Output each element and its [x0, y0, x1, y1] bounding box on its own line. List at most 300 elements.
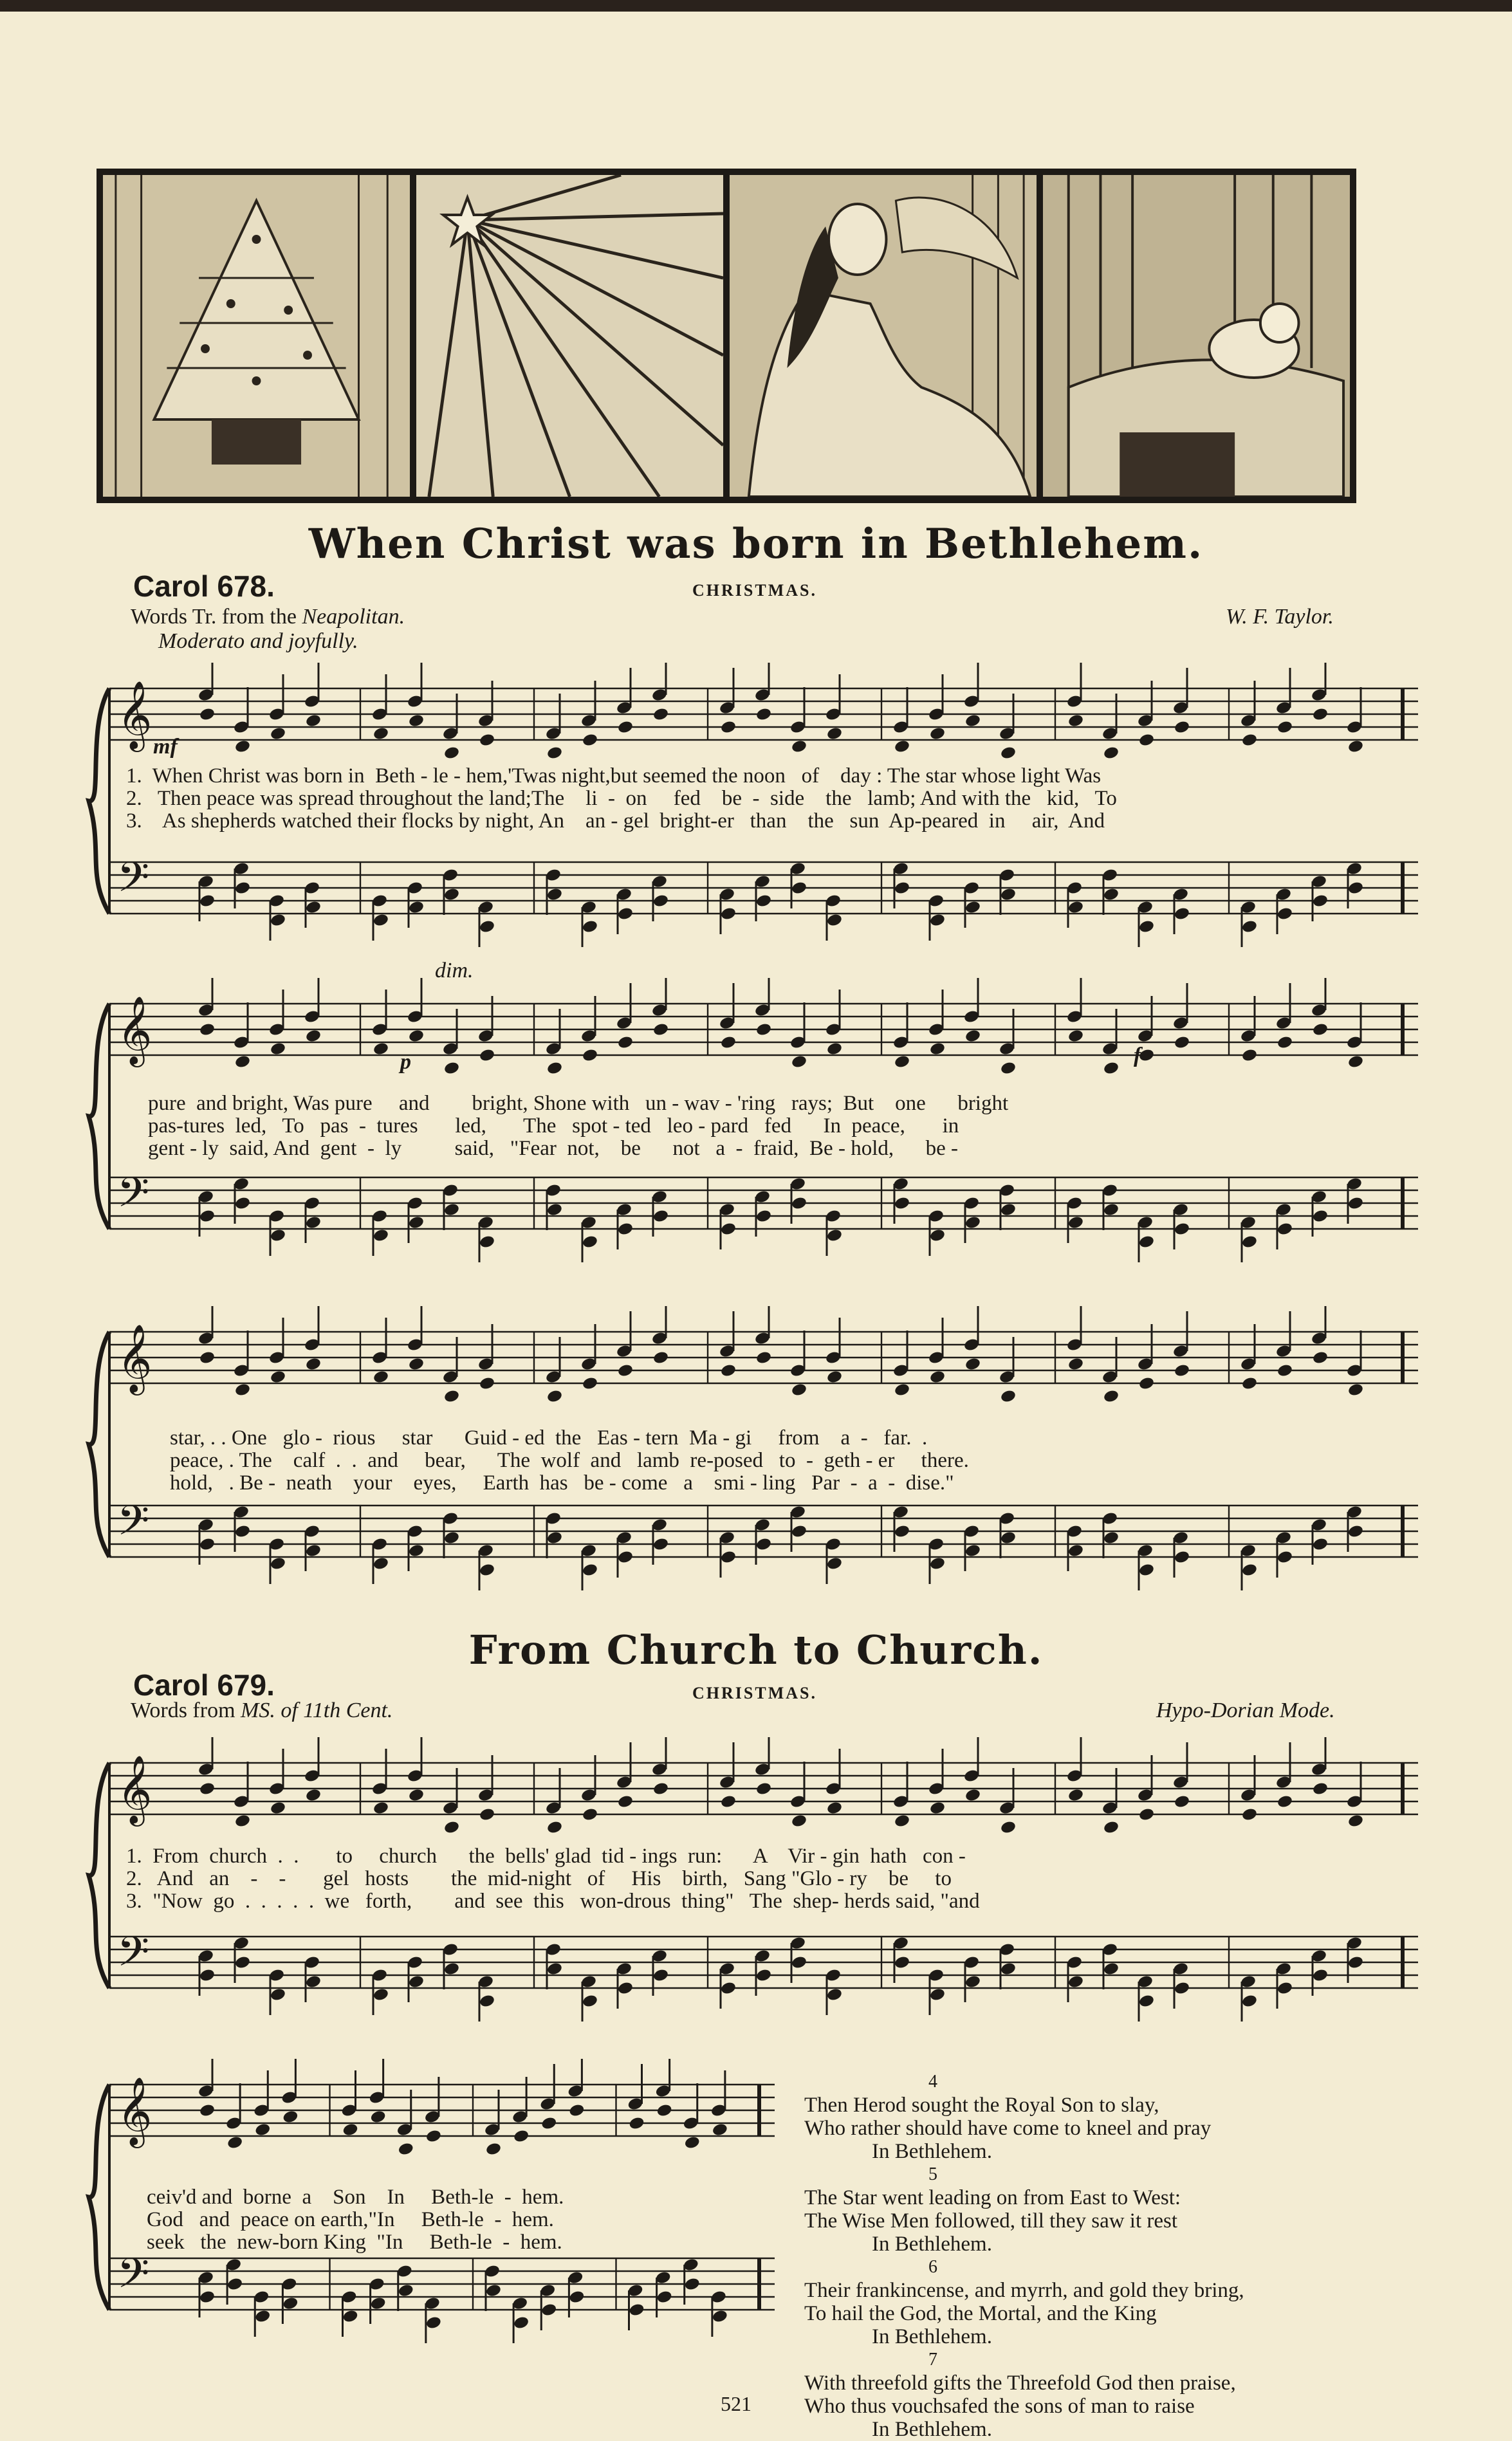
staff-brace [89, 688, 109, 914]
lyric-line-verse-3: 3. "Now go . . . . . we forth, and see this won-drous thing" The shep- herds said, "and [126, 1890, 980, 1913]
star-rays-panel [416, 175, 723, 497]
note-head [684, 2135, 701, 2150]
verse-6 [804, 2256, 1486, 2348]
note-head [720, 1794, 737, 1809]
note-head [443, 1531, 460, 1545]
lyric-line-verse-2: pas-tures led, To pas - tures led, The spot - ted leo - pard fed In peace, in [148, 1114, 959, 1138]
note-head [894, 1383, 910, 1397]
note-head [964, 900, 981, 915]
note-head [617, 1550, 634, 1565]
note-head [1000, 1061, 1017, 1076]
verse-7 [804, 2348, 1486, 2441]
lyric-line-verse-1: ceiv'd and borne a Son In Beth-le - hem. [147, 2186, 564, 2209]
note-head [199, 1537, 216, 1552]
note-head [964, 1788, 981, 1803]
carol-678-number: Carol 678. [133, 569, 275, 603]
note-head [826, 1801, 843, 1816]
note-head [305, 1543, 322, 1558]
note-head [617, 1794, 634, 1809]
note-head [720, 1981, 737, 1996]
note-head [199, 2103, 216, 2118]
note-head [1138, 1376, 1155, 1391]
note-head [791, 1196, 807, 1211]
note-head [443, 887, 460, 902]
note-head [234, 1524, 251, 1539]
note-head [617, 907, 634, 921]
note-head [755, 707, 772, 722]
note-head [1000, 1202, 1017, 1217]
note-head [1138, 733, 1155, 748]
note-head [408, 1543, 425, 1558]
note-head [964, 1215, 981, 1230]
note-head [894, 1524, 910, 1539]
note-head [479, 1563, 495, 1578]
note-head [546, 887, 563, 902]
note-head [684, 2277, 701, 2292]
note-head [791, 1383, 807, 1397]
note-head [443, 1962, 460, 1976]
note-head [617, 1981, 634, 1996]
treble-clef-icon: 𝄞 [117, 1755, 152, 1823]
note-head [1277, 1222, 1293, 1237]
lyric-line-verse-3: hold, . Be - neath your eyes, Earth has be - come a smi - ling Par - a - dise." [170, 1471, 954, 1495]
dynamic-p: p [400, 1050, 411, 1074]
carol-678-system-1-lyrics [126, 765, 1117, 833]
note-head [1103, 1531, 1120, 1545]
note-head [1067, 1029, 1084, 1044]
note-head [1241, 1563, 1258, 1578]
note-head [270, 726, 286, 741]
carol-678-system-2-lyrics [148, 1092, 1008, 1160]
note-head [652, 707, 669, 722]
verse-number: 4 [928, 2072, 937, 2092]
additional-verses [804, 2070, 1486, 2441]
note-head [1312, 1782, 1329, 1796]
note-head [373, 1042, 389, 1056]
note-head [270, 1987, 286, 2002]
note-head [652, 894, 669, 908]
lyric-line-verse-2: peace, . The calf . . and bear, The wolf and lamb re-posed to - geth - er there. [170, 1449, 969, 1472]
note-head [1174, 1363, 1190, 1378]
credit-source: MS. of 11th Cent. [241, 1699, 393, 1722]
note-head [479, 733, 495, 748]
note-head [373, 1228, 389, 1243]
note-head [964, 1975, 981, 1989]
note-head [720, 907, 737, 921]
note-head [826, 1987, 843, 2002]
staff-brace [89, 1763, 109, 1988]
note-head [370, 2296, 387, 2311]
note-head [546, 1389, 563, 1404]
note-head [1312, 1209, 1329, 1224]
note-head [1138, 1563, 1155, 1578]
bass-clef-icon: 𝄢 [117, 854, 150, 912]
note-head [513, 2129, 530, 2144]
note-head [1347, 1196, 1364, 1211]
note-head [234, 1955, 251, 1970]
note-head [582, 1563, 598, 1578]
lyric-line-verse-1: star, . . One glo - rious star Guid - ed the Eas - tern Ma - gi from a - far. . [170, 1426, 928, 1450]
note-head [540, 2303, 557, 2317]
note-head [582, 733, 598, 748]
note-head [408, 1975, 425, 1989]
note-head [1067, 900, 1084, 915]
note-head [582, 919, 598, 934]
note-head [826, 1042, 843, 1056]
note-head [1067, 1543, 1084, 1558]
lyric-line-verse-3: 3. As shepherds watched their flocks by night, An an - gel bright-er than the sun Ap-peared in air, And [126, 809, 1105, 833]
staff-brace [89, 1332, 109, 1557]
note-head [270, 1042, 286, 1056]
page-top-edge [0, 0, 1512, 12]
verse-number: 7 [928, 2350, 937, 2370]
note-head [546, 1531, 563, 1545]
note-head [398, 2142, 414, 2157]
note-head [270, 1801, 286, 1816]
note-head [720, 1550, 737, 1565]
note-head [929, 1801, 946, 1816]
note-head [1277, 1794, 1293, 1809]
note-head [370, 2110, 387, 2124]
lyric-line-verse-2: 2. Then peace was spread throughout the land;The li - on fed be - side the lamb; And with the kid, To [126, 787, 1117, 810]
credit-source: Neapolitan. [302, 605, 405, 629]
note-head [1241, 1235, 1258, 1249]
note-head [894, 1196, 910, 1211]
note-head [443, 1389, 460, 1404]
note-head [568, 2103, 585, 2118]
note-head [720, 1363, 737, 1378]
carol-678-tune-credit: W. F. Taylor. [1226, 605, 1334, 629]
note-head [1000, 887, 1017, 902]
note-head [479, 919, 495, 934]
verse-line: In Bethlehem. [872, 2140, 992, 2163]
note-head [443, 746, 460, 760]
note-head [485, 2283, 502, 2298]
note-head [826, 1370, 843, 1385]
note-head [1103, 1389, 1120, 1404]
note-head [398, 2283, 414, 2298]
note-head [408, 1215, 425, 1230]
dynamic-mf: mf [153, 735, 178, 759]
note-head [826, 1228, 843, 1243]
note-head [1277, 1550, 1293, 1565]
lyric-line-verse-2: 2. And an - - gel hosts the mid-night of His birth, Sang "Glo - ry be to [126, 1867, 952, 1890]
note-head [408, 714, 425, 728]
note-head [1067, 714, 1084, 728]
carol-679-system-1-lyrics [126, 1845, 980, 1913]
verse-line: In Bethlehem. [872, 2325, 992, 2348]
note-head [652, 1209, 669, 1224]
verse-line: In Bethlehem. [872, 2233, 992, 2256]
note-head [443, 1061, 460, 1076]
note-head [199, 1350, 216, 1365]
carol-679-word-credit [131, 1699, 392, 1723]
note-head [1103, 746, 1120, 760]
note-head [540, 2116, 557, 2131]
carol-679-category: CHRISTMAS. [692, 1684, 817, 1702]
note-head [479, 1048, 495, 1063]
note-head [1347, 1383, 1364, 1397]
note-head [617, 1222, 634, 1237]
note-head [1067, 1215, 1084, 1230]
note-head [373, 726, 389, 741]
note-head [234, 1383, 251, 1397]
note-head [791, 1055, 807, 1069]
note-head [199, 1209, 216, 1224]
note-head [1103, 1820, 1120, 1835]
note-head [894, 1055, 910, 1069]
note-head [1174, 1550, 1190, 1565]
note-head [712, 2309, 728, 2324]
note-head [1174, 1794, 1190, 1809]
note-head [1174, 1222, 1190, 1237]
note-head [1103, 1202, 1120, 1217]
note-head [1347, 1955, 1364, 1970]
note-head [1000, 1389, 1017, 1404]
page-number: 521 [721, 2392, 751, 2415]
note-head [1103, 887, 1120, 902]
note-head [826, 913, 843, 928]
note-head [443, 1820, 460, 1835]
note-head [582, 1994, 598, 2009]
note-head [1174, 720, 1190, 735]
carol-678-tempo: Moderato and joyfully. [158, 629, 358, 653]
lyric-line-verse-3: seek the new-born King "In Beth-le - hem. [147, 2231, 562, 2254]
lyric-line-verse-3: gent - ly said, And gent - ly said, "Fear not, be not a - fraid, Be - hold, be - [148, 1137, 958, 1160]
note-head [254, 2309, 271, 2324]
carol-679-title: From Church to Church. [468, 1626, 1044, 1673]
note-head [305, 1788, 322, 1803]
note-head [894, 1955, 910, 1970]
note-head [929, 1042, 946, 1056]
note-head [513, 2316, 530, 2330]
verse-line: Their frankincense, and myrrh, and gold they bring, [804, 2279, 1244, 2302]
note-head [1138, 1235, 1155, 1249]
note-head [270, 1370, 286, 1385]
note-head [1241, 1807, 1258, 1822]
note-head [652, 1782, 669, 1796]
note-head [1312, 1968, 1329, 1983]
note-head [1347, 1055, 1364, 1069]
note-head [1174, 907, 1190, 921]
note-head [1138, 1994, 1155, 2009]
note-head [282, 2296, 299, 2311]
note-head [546, 1061, 563, 1076]
note-head [755, 1209, 772, 1224]
note-head [408, 1788, 425, 1803]
credit-prefix: Words from [131, 1699, 235, 1722]
note-head [791, 1955, 807, 1970]
note-head [582, 1807, 598, 1822]
note-head [305, 900, 322, 915]
note-head [546, 1962, 563, 1976]
note-head [628, 2303, 645, 2317]
note-head [1174, 1981, 1190, 1996]
note-head [929, 1370, 946, 1385]
note-head [929, 1228, 946, 1243]
note-head [755, 1537, 772, 1552]
note-head [1138, 1807, 1155, 1822]
carol-679-number: Carol 679. [133, 1668, 275, 1702]
treble-clef-icon: 𝄞 [117, 2076, 152, 2145]
note-head [1067, 1975, 1084, 1989]
verse-line: In Bethlehem. [872, 2418, 992, 2441]
note-head [226, 2135, 243, 2150]
note-head [929, 913, 946, 928]
note-head [1241, 1994, 1258, 2009]
note-head [1347, 739, 1364, 754]
note-head [282, 2110, 299, 2124]
verse-line: Who rather should have come to kneel and pray [804, 2117, 1212, 2140]
note-head [199, 1968, 216, 1983]
note-head [234, 1196, 251, 1211]
note-head [656, 2103, 673, 2118]
note-head [373, 913, 389, 928]
note-head [443, 1202, 460, 1217]
note-head [342, 2123, 358, 2137]
dynamic-f: f [1134, 1044, 1141, 1067]
note-head [1347, 1524, 1364, 1539]
note-head [617, 1363, 634, 1378]
note-head [1312, 1350, 1329, 1365]
note-head [791, 1524, 807, 1539]
note-head [1347, 1814, 1364, 1828]
verse-line: Who thus vouchsafed the sons of man to raise [804, 2395, 1195, 2418]
carol-678-title: When Christ was born in Bethlehem. [308, 520, 1204, 568]
carol-679-system-2-lyrics [147, 2186, 564, 2254]
angel-panel [730, 175, 1037, 497]
note-head [1277, 1035, 1293, 1050]
nativity-banner-illustration [97, 169, 1356, 503]
note-head [270, 913, 286, 928]
note-head [652, 1022, 669, 1037]
note-head [1241, 733, 1258, 748]
note-head [1174, 1035, 1190, 1050]
treble-clef-icon: 𝄞 [117, 995, 152, 1064]
note-head [617, 720, 634, 735]
note-head [929, 1987, 946, 2002]
note-head [1241, 1376, 1258, 1391]
note-head [652, 1968, 669, 1983]
note-head [652, 1350, 669, 1365]
note-head [582, 1376, 598, 1391]
note-head [485, 2142, 502, 2157]
note-head [755, 1350, 772, 1365]
note-head [305, 1975, 322, 1989]
lyric-line-verse-2: God and peace on earth,"In Beth-le - hem. [147, 2208, 554, 2231]
note-head [712, 2123, 728, 2137]
note-head [408, 1357, 425, 1372]
note-head [755, 1782, 772, 1796]
verse-line: The Wise Men followed, till they saw it rest [804, 2209, 1178, 2233]
lyric-line-verse-1: 1. When Christ was born in Beth - le - hem,'Twas night,but seemed the noon of day : The star whose light Was [126, 764, 1102, 788]
note-head [652, 1537, 669, 1552]
note-head [546, 746, 563, 760]
note-head [791, 881, 807, 896]
note-head [234, 1814, 251, 1828]
note-head [1067, 1357, 1084, 1372]
manger-child-panel [1043, 175, 1350, 497]
note-head [1277, 1363, 1293, 1378]
note-head [1103, 1061, 1120, 1076]
verse-number: 5 [928, 2164, 937, 2184]
carol-679-tune-credit: Hypo-Dorian Mode. [1156, 1699, 1335, 1722]
staff-brace [89, 2085, 109, 2310]
note-head [1312, 1022, 1329, 1037]
note-head [755, 894, 772, 908]
verse-line: With threefold gifts the Threefold God then praise, [804, 2372, 1236, 2395]
note-head [826, 726, 843, 741]
note-head [425, 2129, 442, 2144]
note-head [826, 1556, 843, 1571]
note-head [617, 1035, 634, 1050]
note-head [964, 714, 981, 728]
note-head [270, 1556, 286, 1571]
note-head [929, 1556, 946, 1571]
treble-clef-icon: 𝄞 [117, 680, 152, 749]
note-head [546, 1820, 563, 1835]
note-head [582, 1235, 598, 1249]
note-head [199, 1782, 216, 1796]
note-head [1312, 894, 1329, 908]
note-head [408, 1029, 425, 1044]
note-head [373, 1556, 389, 1571]
note-head [1000, 1962, 1017, 1976]
note-head [1138, 919, 1155, 934]
bass-clef-icon: 𝄢 [117, 1928, 150, 1986]
note-head [568, 2290, 585, 2305]
note-head [479, 1376, 495, 1391]
note-head [425, 2316, 442, 2330]
note-head [1241, 1048, 1258, 1063]
note-head [305, 1215, 322, 1230]
lyric-line-verse-1: pure and bright, Was pure and bright, Shone with un - wav - 'ring rays; But one bright [148, 1092, 1009, 1115]
bass-clef-icon: 𝄢 [117, 2250, 150, 2308]
note-head [1000, 746, 1017, 760]
note-head [720, 1035, 737, 1050]
bass-clef-icon: 𝄢 [117, 1169, 150, 1227]
note-head [373, 1987, 389, 2002]
note-head [479, 1994, 495, 2009]
note-head [582, 1048, 598, 1063]
carol-678-word-credit [131, 605, 405, 629]
note-head [1277, 907, 1293, 921]
note-head [964, 1029, 981, 1044]
note-head [1241, 919, 1258, 934]
note-head [1277, 720, 1293, 735]
note-head [964, 1357, 981, 1372]
verse-4 [804, 2070, 1486, 2163]
note-head [1103, 1962, 1120, 1976]
note-head [479, 1235, 495, 1249]
note-head [1277, 1981, 1293, 1996]
note-head [226, 2277, 243, 2292]
staff-brace [89, 1004, 109, 1229]
note-head [1000, 1820, 1017, 1835]
note-head [1000, 1531, 1017, 1545]
note-head [270, 1228, 286, 1243]
verse-number: 6 [928, 2257, 937, 2277]
note-head [546, 1202, 563, 1217]
treble-clef-icon: 𝄞 [117, 1323, 152, 1392]
verse-5 [804, 2163, 1486, 2256]
note-head [305, 1357, 322, 1372]
note-head [234, 881, 251, 896]
note-head [791, 739, 807, 754]
note-head [1067, 1788, 1084, 1803]
note-head [373, 1801, 389, 1816]
note-head [755, 1968, 772, 1983]
